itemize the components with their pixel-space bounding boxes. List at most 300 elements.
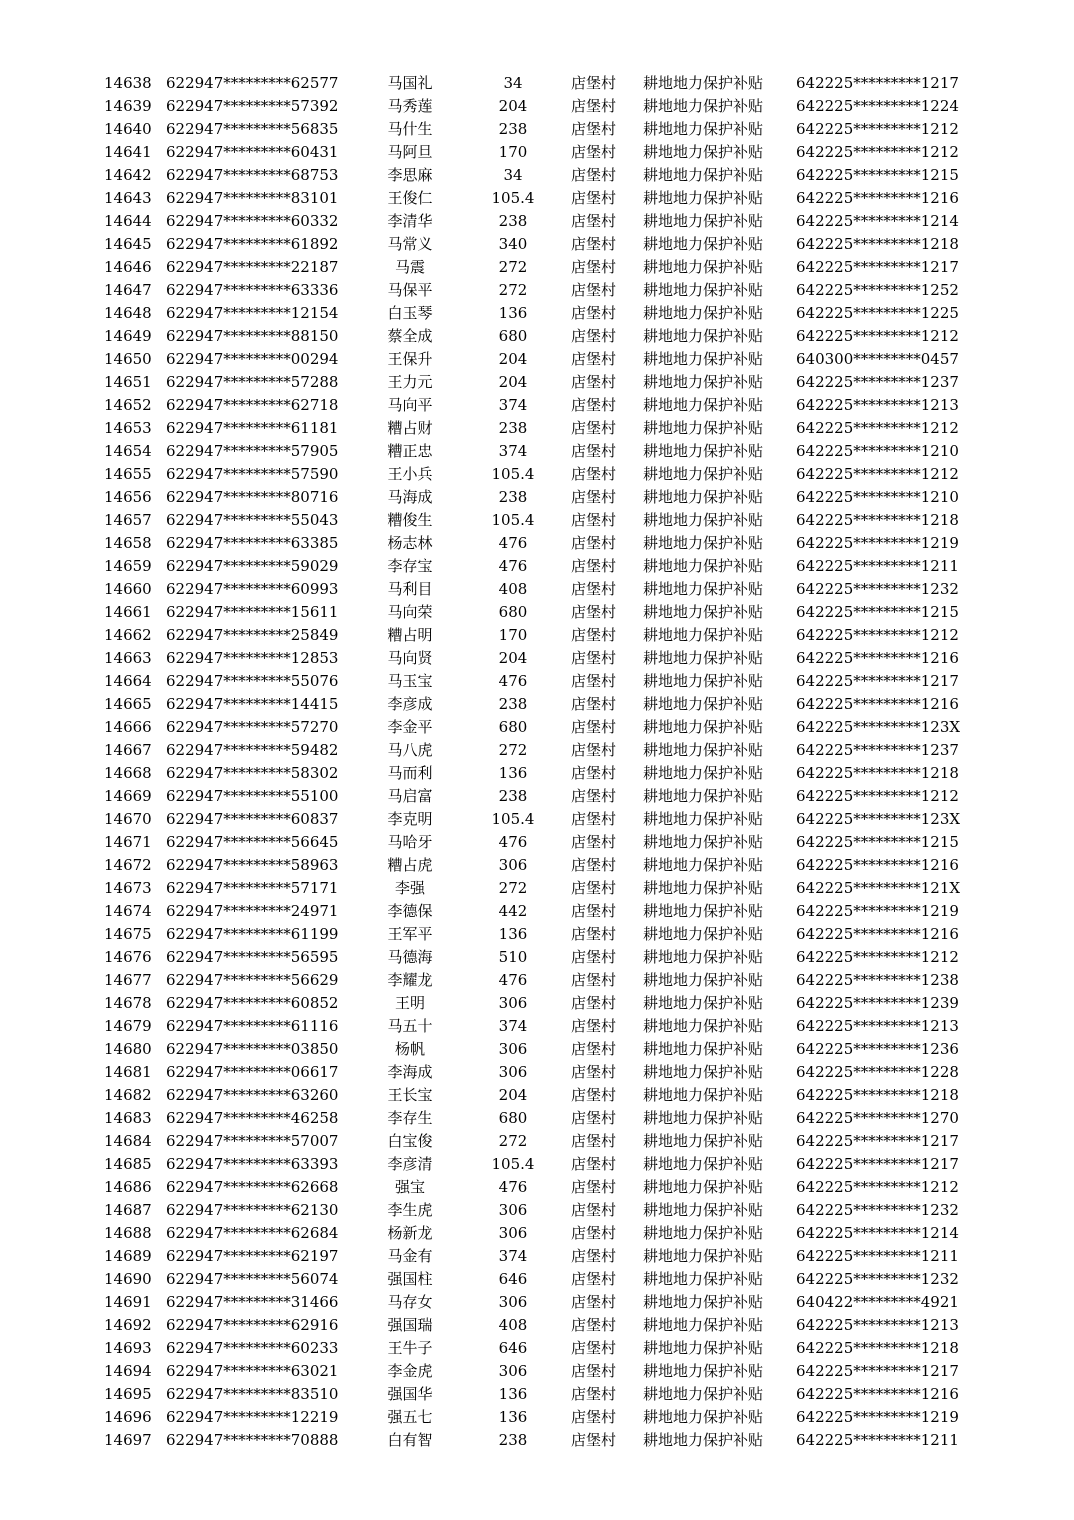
row-id-number: 642225*********1217 — [796, 1362, 959, 1380]
row-id-number: 642225*********1218 — [796, 235, 959, 253]
row-id-number: 642225*********1215 — [796, 603, 959, 621]
row-village: 店堡村 — [571, 327, 617, 345]
row-account: 622947*********62197 — [166, 1247, 339, 1265]
row-name: 王牛子 — [387, 1339, 433, 1357]
row-account: 622947*********59482 — [166, 741, 339, 759]
row-seq: 14682 — [104, 1086, 152, 1104]
row-village: 店堡村 — [571, 488, 617, 506]
row-village: 店堡村 — [571, 1339, 617, 1357]
row-amount: 374 — [498, 396, 528, 414]
row-seq: 14640 — [104, 120, 152, 138]
row-village: 店堡村 — [571, 143, 617, 161]
row-id-number: 642225*********1218 — [796, 511, 959, 529]
row-name: 糟占明 — [387, 626, 433, 644]
row-account: 622947*********62668 — [166, 1178, 339, 1196]
row-account: 622947*********70888 — [166, 1431, 339, 1449]
row-amount: 272 — [498, 741, 528, 759]
row-account: 622947*********63336 — [166, 281, 339, 299]
row-seq: 14658 — [104, 534, 152, 552]
row-account: 622947*********60431 — [166, 143, 339, 161]
row-account: 622947*********56629 — [166, 971, 339, 989]
row-village: 店堡村 — [571, 1178, 617, 1196]
row-village: 店堡村 — [571, 856, 617, 874]
row-seq: 14672 — [104, 856, 152, 874]
row-account: 622947*********59029 — [166, 557, 339, 575]
row-name: 强国华 — [387, 1385, 433, 1403]
row-village: 店堡村 — [571, 764, 617, 782]
row-amount: 272 — [498, 1132, 528, 1150]
row-name: 糟俊生 — [387, 511, 433, 529]
row-id-number: 642225*********1218 — [796, 1086, 959, 1104]
row-village: 店堡村 — [571, 373, 617, 391]
row-id-number: 640422*********4921 — [796, 1293, 959, 1311]
row-id-number: 642225*********1211 — [796, 1247, 959, 1265]
row-account: 622947*********83510 — [166, 1385, 339, 1403]
row-name: 王长宝 — [387, 1086, 433, 1104]
row-village: 店堡村 — [571, 534, 617, 552]
row-seq: 14678 — [104, 994, 152, 1012]
row-amount: 204 — [498, 649, 528, 667]
row-village: 店堡村 — [571, 1247, 617, 1265]
row-account: 622947*********60993 — [166, 580, 339, 598]
row-village: 店堡村 — [571, 925, 617, 943]
row-subsidy-type: 耕地地力保护补贴 — [643, 787, 764, 805]
table-row — [0, 187, 1074, 210]
row-name: 李海成 — [387, 1063, 433, 1081]
row-subsidy-type: 耕地地力保护补贴 — [643, 396, 764, 414]
row-id-number: 640300*********0457 — [796, 350, 959, 368]
row-id-number: 642225*********1218 — [796, 764, 959, 782]
row-name: 白宝俊 — [387, 1132, 433, 1150]
row-name: 马国礼 — [387, 74, 433, 92]
row-village: 店堡村 — [571, 833, 617, 851]
row-id-number: 642225*********1219 — [796, 902, 959, 920]
row-amount: 272 — [498, 879, 528, 897]
table-row — [0, 210, 1074, 233]
row-village: 店堡村 — [571, 281, 617, 299]
row-id-number: 642225*********1213 — [796, 396, 959, 414]
row-amount: 136 — [498, 764, 528, 782]
table-row — [0, 601, 1074, 624]
row-village: 店堡村 — [571, 1316, 617, 1334]
row-subsidy-type: 耕地地力保护补贴 — [643, 1270, 764, 1288]
subsidy-table — [0, 72, 1074, 1452]
row-seq: 14694 — [104, 1362, 152, 1380]
table-row — [0, 1222, 1074, 1245]
row-amount: 136 — [498, 1385, 528, 1403]
row-name: 杨志林 — [387, 534, 433, 552]
row-id-number: 642225*********1219 — [796, 534, 959, 552]
row-account: 622947*********61892 — [166, 235, 339, 253]
row-amount: 136 — [498, 1408, 528, 1426]
row-subsidy-type: 耕地地力保护补贴 — [643, 1201, 764, 1219]
row-village: 店堡村 — [571, 603, 617, 621]
row-subsidy-type: 耕地地力保护补贴 — [643, 649, 764, 667]
row-account: 622947*********60332 — [166, 212, 339, 230]
row-amount: 306 — [498, 1362, 528, 1380]
table-row — [0, 578, 1074, 601]
row-village: 店堡村 — [571, 948, 617, 966]
row-amount: 238 — [498, 787, 528, 805]
table-row — [0, 1291, 1074, 1314]
row-seq: 14667 — [104, 741, 152, 759]
row-account: 622947*********61199 — [166, 925, 339, 943]
table-row — [0, 279, 1074, 302]
row-subsidy-type: 耕地地力保护补贴 — [643, 143, 764, 161]
row-village: 店堡村 — [571, 189, 617, 207]
row-account: 622947*********63385 — [166, 534, 339, 552]
row-amount: 238 — [498, 212, 528, 230]
row-amount: 136 — [498, 925, 528, 943]
table-row — [0, 647, 1074, 670]
row-id-number: 642225*********123X — [796, 810, 961, 828]
row-name: 杨帆 — [394, 1040, 425, 1058]
row-id-number: 642225*********1212 — [796, 465, 959, 483]
row-village: 店堡村 — [571, 741, 617, 759]
row-village: 店堡村 — [571, 235, 617, 253]
row-name: 杨新龙 — [387, 1224, 433, 1242]
row-subsidy-type: 耕地地力保护补贴 — [643, 603, 764, 621]
table-row — [0, 1199, 1074, 1222]
row-subsidy-type: 耕地地力保护补贴 — [643, 580, 764, 598]
row-name: 李清华 — [387, 212, 433, 230]
row-name: 白玉琴 — [387, 304, 433, 322]
row-amount: 680 — [498, 1109, 528, 1127]
row-amount: 442 — [498, 902, 528, 920]
row-amount: 306 — [498, 1224, 528, 1242]
row-account: 622947*********14415 — [166, 695, 339, 713]
row-subsidy-type: 耕地地力保护补贴 — [643, 764, 764, 782]
row-amount: 306 — [498, 1293, 528, 1311]
row-village: 店堡村 — [571, 1109, 617, 1127]
table-row — [0, 118, 1074, 141]
row-account: 622947*********57171 — [166, 879, 339, 897]
row-subsidy-type: 耕地地力保护补贴 — [643, 810, 764, 828]
row-seq: 14669 — [104, 787, 152, 805]
row-id-number: 642225*********1224 — [796, 97, 959, 115]
table-row — [0, 463, 1074, 486]
row-subsidy-type: 耕地地力保护补贴 — [643, 833, 764, 851]
row-village: 店堡村 — [571, 511, 617, 529]
row-id-number: 642225*********1215 — [796, 166, 959, 184]
table-row — [0, 762, 1074, 785]
row-name: 马震 — [394, 258, 425, 276]
row-subsidy-type: 耕地地力保护补贴 — [643, 327, 764, 345]
row-name: 王小兵 — [387, 465, 433, 483]
row-id-number: 642225*********123X — [796, 718, 961, 736]
row-account: 622947*********56595 — [166, 948, 339, 966]
row-seq: 14663 — [104, 649, 152, 667]
row-subsidy-type: 耕地地力保护补贴 — [643, 1017, 764, 1035]
row-seq: 14668 — [104, 764, 152, 782]
row-seq: 14689 — [104, 1247, 152, 1265]
row-amount: 238 — [498, 488, 528, 506]
row-subsidy-type: 耕地地力保护补贴 — [643, 1040, 764, 1058]
row-subsidy-type: 耕地地力保护补贴 — [643, 74, 764, 92]
row-account: 622947*********60837 — [166, 810, 339, 828]
row-seq: 14670 — [104, 810, 152, 828]
row-id-number: 642225*********1237 — [796, 741, 959, 759]
row-amount: 306 — [498, 1040, 528, 1058]
row-id-number: 642225*********1212 — [796, 1178, 959, 1196]
row-seq: 14680 — [104, 1040, 152, 1058]
row-id-number: 642225*********1239 — [796, 994, 959, 1012]
row-name: 李金平 — [387, 718, 433, 736]
row-account: 622947*********12154 — [166, 304, 339, 322]
row-seq: 14639 — [104, 97, 152, 115]
row-subsidy-type: 耕地地力保护补贴 — [643, 1109, 764, 1127]
row-subsidy-type: 耕地地力保护补贴 — [643, 1293, 764, 1311]
row-subsidy-type: 耕地地力保护补贴 — [643, 120, 764, 138]
row-village: 店堡村 — [571, 557, 617, 575]
table-row — [0, 164, 1074, 187]
row-seq: 14642 — [104, 166, 152, 184]
row-amount: 238 — [498, 419, 528, 437]
row-name: 马向荣 — [387, 603, 433, 621]
row-amount: 476 — [498, 971, 528, 989]
table-row — [0, 854, 1074, 877]
row-village: 店堡村 — [571, 718, 617, 736]
table-row — [0, 716, 1074, 739]
row-name: 马海成 — [387, 488, 433, 506]
row-name: 马向平 — [387, 396, 433, 414]
row-name: 强五七 — [387, 1408, 433, 1426]
row-amount: 680 — [498, 603, 528, 621]
row-account: 622947*********06617 — [166, 1063, 339, 1081]
row-seq: 14664 — [104, 672, 152, 690]
row-id-number: 642225*********1212 — [796, 787, 959, 805]
row-village: 店堡村 — [571, 97, 617, 115]
row-name: 强宝 — [394, 1178, 425, 1196]
row-name: 强国瑞 — [387, 1316, 433, 1334]
row-amount: 105.4 — [491, 465, 535, 483]
row-id-number: 642225*********1217 — [796, 1155, 959, 1173]
table-row — [0, 509, 1074, 532]
row-subsidy-type: 耕地地力保护补贴 — [643, 281, 764, 299]
row-amount: 510 — [498, 948, 528, 966]
row-name: 马八虎 — [387, 741, 433, 759]
row-name: 马利目 — [387, 580, 433, 598]
row-account: 622947*********22187 — [166, 258, 339, 276]
row-subsidy-type: 耕地地力保护补贴 — [643, 373, 764, 391]
row-seq: 14643 — [104, 189, 152, 207]
row-subsidy-type: 耕地地力保护补贴 — [643, 718, 764, 736]
row-amount: 306 — [498, 1201, 528, 1219]
row-seq: 14662 — [104, 626, 152, 644]
row-id-number: 642225*********1212 — [796, 120, 959, 138]
row-subsidy-type: 耕地地力保护补贴 — [643, 1385, 764, 1403]
row-id-number: 642225*********1217 — [796, 74, 959, 92]
row-seq: 14684 — [104, 1132, 152, 1150]
row-village: 店堡村 — [571, 396, 617, 414]
row-village: 店堡村 — [571, 1132, 617, 1150]
row-amount: 105.4 — [491, 1155, 535, 1173]
row-seq: 14656 — [104, 488, 152, 506]
row-subsidy-type: 耕地地力保护补贴 — [643, 1178, 764, 1196]
row-village: 店堡村 — [571, 465, 617, 483]
row-seq: 14674 — [104, 902, 152, 920]
row-amount: 476 — [498, 534, 528, 552]
row-account: 622947*********55043 — [166, 511, 339, 529]
table-row — [0, 371, 1074, 394]
table-row — [0, 739, 1074, 762]
row-amount: 646 — [498, 1270, 528, 1288]
row-seq: 14695 — [104, 1385, 152, 1403]
row-amount: 238 — [498, 695, 528, 713]
row-subsidy-type: 耕地地力保护补贴 — [643, 258, 764, 276]
row-account: 622947*********56835 — [166, 120, 339, 138]
table-row — [0, 555, 1074, 578]
row-village: 店堡村 — [571, 350, 617, 368]
row-id-number: 642225*********1212 — [796, 626, 959, 644]
table-row — [0, 233, 1074, 256]
row-subsidy-type: 耕地地力保护补贴 — [643, 1316, 764, 1334]
row-name: 李强 — [394, 879, 425, 897]
row-seq: 14652 — [104, 396, 152, 414]
row-name: 马什生 — [387, 120, 433, 138]
row-seq: 14671 — [104, 833, 152, 851]
row-account: 622947*********62684 — [166, 1224, 339, 1242]
row-amount: 105.4 — [491, 189, 535, 207]
table-row — [0, 348, 1074, 371]
row-name: 马五十 — [387, 1017, 433, 1035]
table-row — [0, 256, 1074, 279]
row-account: 622947*********58302 — [166, 764, 339, 782]
row-village: 店堡村 — [571, 419, 617, 437]
row-name: 李彦成 — [387, 695, 433, 713]
row-seq: 14688 — [104, 1224, 152, 1242]
row-name: 马哈牙 — [387, 833, 433, 851]
row-seq: 14650 — [104, 350, 152, 368]
table-row — [0, 1383, 1074, 1406]
row-amount: 408 — [498, 580, 528, 598]
row-village: 店堡村 — [571, 971, 617, 989]
row-id-number: 642225*********1213 — [796, 1316, 959, 1334]
table-row — [0, 440, 1074, 463]
table-row — [0, 670, 1074, 693]
row-amount: 204 — [498, 373, 528, 391]
table-row — [0, 900, 1074, 923]
table-row — [0, 1084, 1074, 1107]
row-village: 店堡村 — [571, 879, 617, 897]
row-subsidy-type: 耕地地力保护补贴 — [643, 189, 764, 207]
row-id-number: 642225*********1212 — [796, 948, 959, 966]
row-seq: 14693 — [104, 1339, 152, 1357]
table-row — [0, 693, 1074, 716]
row-amount: 272 — [498, 258, 528, 276]
row-account: 622947*********31466 — [166, 1293, 339, 1311]
table-row — [0, 1015, 1074, 1038]
row-id-number: 642225*********1218 — [796, 1339, 959, 1357]
row-name: 王俊仁 — [387, 189, 433, 207]
row-seq: 14649 — [104, 327, 152, 345]
row-subsidy-type: 耕地地力保护补贴 — [643, 1339, 764, 1357]
table-row — [0, 1429, 1074, 1452]
row-subsidy-type: 耕地地力保护补贴 — [643, 1086, 764, 1104]
row-village: 店堡村 — [571, 304, 617, 322]
row-account: 622947*********46258 — [166, 1109, 339, 1127]
row-id-number: 642225*********1225 — [796, 304, 959, 322]
row-id-number: 642225*********1216 — [796, 856, 959, 874]
row-id-number: 642225*********1270 — [796, 1109, 959, 1127]
row-amount: 374 — [498, 442, 528, 460]
row-name: 李存宝 — [387, 557, 433, 575]
row-seq: 14647 — [104, 281, 152, 299]
row-subsidy-type: 耕地地力保护补贴 — [643, 1224, 764, 1242]
row-seq: 14696 — [104, 1408, 152, 1426]
row-name: 马阿旦 — [387, 143, 433, 161]
row-name: 王军平 — [387, 925, 433, 943]
row-seq: 14665 — [104, 695, 152, 713]
row-amount: 476 — [498, 557, 528, 575]
table-row — [0, 141, 1074, 164]
row-id-number: 642225*********1252 — [796, 281, 959, 299]
row-village: 店堡村 — [571, 1293, 617, 1311]
table-row — [0, 1360, 1074, 1383]
row-id-number: 642225*********1212 — [796, 419, 959, 437]
row-amount: 646 — [498, 1339, 528, 1357]
row-amount: 374 — [498, 1247, 528, 1265]
row-id-number: 642225*********1214 — [796, 1224, 959, 1242]
row-subsidy-type: 耕地地力保护补贴 — [643, 166, 764, 184]
row-amount: 680 — [498, 327, 528, 345]
row-account: 622947*********57288 — [166, 373, 339, 391]
row-id-number: 642225*********1213 — [796, 1017, 959, 1035]
table-row — [0, 1245, 1074, 1268]
row-name: 马保平 — [387, 281, 433, 299]
row-name: 马启富 — [387, 787, 433, 805]
row-name: 强国柱 — [387, 1270, 433, 1288]
table-row — [0, 394, 1074, 417]
row-id-number: 642225*********1237 — [796, 373, 959, 391]
row-amount: 105.4 — [491, 511, 535, 529]
row-name: 李存生 — [387, 1109, 433, 1127]
row-name: 李生虎 — [387, 1201, 433, 1219]
row-id-number: 642225*********1228 — [796, 1063, 959, 1081]
row-id-number: 642225*********1219 — [796, 1408, 959, 1426]
row-village: 店堡村 — [571, 1431, 617, 1449]
row-subsidy-type: 耕地地力保护补贴 — [643, 1132, 764, 1150]
row-amount: 136 — [498, 304, 528, 322]
row-account: 622947*********63260 — [166, 1086, 339, 1104]
row-account: 622947*********62130 — [166, 1201, 339, 1219]
row-account: 622947*********57905 — [166, 442, 339, 460]
row-account: 622947*********63393 — [166, 1155, 339, 1173]
table-row — [0, 1176, 1074, 1199]
row-account: 622947*********56645 — [166, 833, 339, 851]
row-village: 店堡村 — [571, 212, 617, 230]
row-amount: 374 — [498, 1017, 528, 1035]
row-seq: 14685 — [104, 1155, 152, 1173]
row-account: 622947*********25849 — [166, 626, 339, 644]
row-village: 店堡村 — [571, 1408, 617, 1426]
row-account: 622947*********62718 — [166, 396, 339, 414]
table-row — [0, 1337, 1074, 1360]
table-row — [0, 1406, 1074, 1429]
row-amount: 306 — [498, 856, 528, 874]
row-id-number: 642225*********1212 — [796, 143, 959, 161]
row-name: 马而利 — [387, 764, 433, 782]
row-amount: 34 — [503, 74, 523, 92]
row-name: 李思麻 — [387, 166, 433, 184]
row-village: 店堡村 — [571, 626, 617, 644]
row-subsidy-type: 耕地地力保护补贴 — [643, 741, 764, 759]
table-row — [0, 532, 1074, 555]
table-row — [0, 325, 1074, 348]
row-village: 店堡村 — [571, 1224, 617, 1242]
row-account: 622947*********80716 — [166, 488, 339, 506]
row-seq: 14677 — [104, 971, 152, 989]
